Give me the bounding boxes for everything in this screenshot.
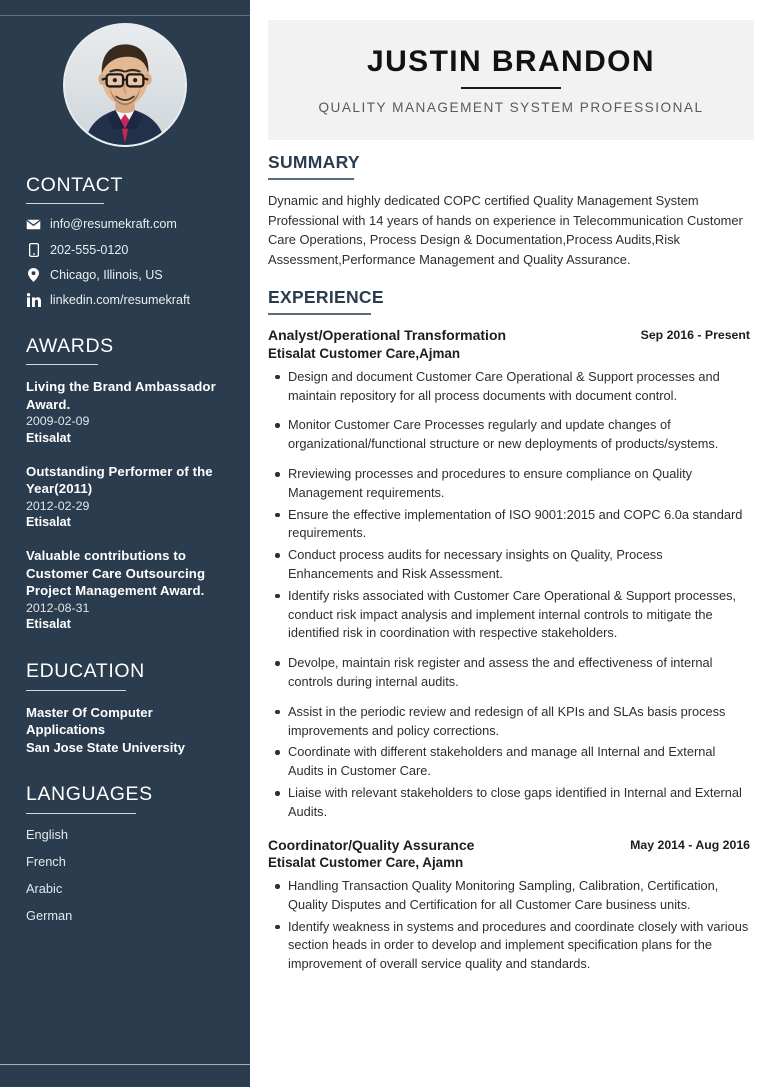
bullet-item: Liaise with relevant stakeholders to close gaps identified in Internal and External Audits. [268,784,750,822]
contact-list [26,217,224,307]
language-item: English [26,826,68,842]
award-item [26,378,224,447]
contact-phone-text: 202-555-0120 [50,242,129,257]
education-heading-rule [26,690,126,691]
bullet-item: Rreviewing processes and procedures to ensure compliance on Quality Management requirements. [268,465,750,503]
languages-heading-rule [26,813,136,814]
contact-email-text: info@resumekraft.com [50,217,177,232]
experience-section [268,287,750,974]
summary-section [268,152,750,269]
education-degree: Master Of Computer Applications [26,704,153,738]
header-banner [268,20,754,140]
bullet-item: Identify weakness in systems and procedures and coordinate closely with various section heads in order to develop and implement specification plans for the improvement of overall service quality and standards. [268,918,750,974]
location-pin-icon [26,268,41,282]
awards-heading-rule [26,364,98,365]
award-organization: Etisalat [26,515,71,530]
candidate-name: JUSTIN BRANDON [367,45,655,78]
contact-item-location[interactable] [26,268,224,283]
experience-heading: EXPERIENCE [268,287,384,308]
main-content [250,0,768,1087]
award-date: 2012-08-31 [26,600,90,615]
experience-item [268,326,750,821]
mobile-phone-icon [26,243,41,257]
contact-section [26,175,224,308]
profile-photo-illustration [65,25,185,145]
experience-heading-rule [268,313,371,315]
award-item [26,547,224,633]
avatar [63,23,187,147]
sidebar-top-divider [0,15,250,16]
sidebar [0,0,250,1087]
bullet-item: Identify risks associated with Customer Care Operational & Support processes, conduct risk impact analysis and implement internal controls to mitigate the identified risk in coordination with respective stakeholders. [268,587,750,643]
experience-header [268,326,750,362]
candidate-title: QUALITY MANAGEMENT SYSTEM PROFESSIONAL [318,100,704,115]
education-item [26,704,224,756]
languages-section [26,784,224,922]
bullet-item: Devolpe, maintain risk register and assess the and effectiveness of internal controls during internal audits. [268,654,750,692]
awards-section [26,336,224,634]
bullet-item: Assist in the periodic review and redesign of all KPIs and SLAs basis process improvements and policy corrections. [268,703,750,741]
experience-bullets [268,877,750,974]
bullet-item: Handling Transaction Quality Monitoring Sampling, Calibration, Certification, Quality Disputes and Certification for all Customer Care business units. [268,877,750,915]
bullet-item: Coordinate with different stakeholders and manage all Internal and External Audits in Customer Care. [268,743,750,781]
contact-linkedin-text: linkedin.com/resumekraft [50,292,190,307]
award-title: Living the Brand Ambassador Award. [26,379,216,412]
award-organization: Etisalat [26,617,71,632]
language-item: German [26,907,73,923]
envelope-icon [26,219,41,230]
education-school: San Jose State University [26,739,185,755]
education-section [26,661,224,756]
languages-heading: LANGUAGES [26,783,153,806]
experience-header [268,836,750,872]
award-item [26,463,224,532]
avatar-container [26,23,224,147]
experience-role: Coordinator/Quality Assurance [268,836,475,853]
summary-text: Dynamic and highly dedicated COPC certified Quality Management System Professional with 14 years of hands on experience in Telecommunication Customer Care Operations, Process Design & Documentation,Process Audits,Risk Assessment,Performance Management and Quality Assurance. [268,193,743,267]
bullet-item: Monitor Customer Care Processes regularly and update changes of organizational/functional structure or new deployments of products/systems. [268,416,750,454]
contact-heading-rule [26,203,104,204]
bullet-item: Design and document Customer Care Operational & Support processes and maintain repository for all process documents with document control. [268,368,750,406]
language-item: Arabic [26,880,63,896]
contact-location-text: Chicago, Illinois, US [50,267,163,282]
sidebar-bottom-divider [0,1064,250,1065]
award-organization: Etisalat [26,430,71,445]
award-title: Valuable contributions to Customer Care Outsourcing Project Management Award. [26,548,206,599]
summary-heading-rule [268,178,354,180]
experience-dates: Sep 2016 - Present [640,328,750,343]
experience-dates: May 2014 - Aug 2016 [630,837,750,852]
experience-company: Etisalat Customer Care, Ajamn [268,855,464,871]
experience-bullets [268,368,750,822]
contact-item-linkedin[interactable] [26,293,224,308]
education-heading: EDUCATION [26,660,145,683]
languages-list [26,827,224,923]
award-title: Outstanding Performer of the Year(2011) [26,463,213,497]
summary-heading: SUMMARY [268,152,360,172]
contact-item-phone[interactable] [26,243,224,258]
award-date: 2009-02-09 [26,414,90,429]
experience-role: Analyst/Operational Transformation [268,327,507,344]
bullet-item: Ensure the effective implementation of ISO 9001:2015 and COPC 6.0a standard requirements. [268,506,750,544]
contact-heading: CONTACT [26,174,123,196]
bullet-item: Conduct process audits for necessary insights on Quality, Process Enhancements and Risk Assessment. [268,546,750,584]
award-date: 2012-02-29 [26,498,90,513]
experience-item [268,836,750,974]
experience-company: Etisalat Customer Care,Ajman [268,346,460,362]
linkedin-icon [26,293,41,307]
language-item: French [26,853,66,869]
contact-item-email[interactable] [26,217,224,232]
name-underline [461,87,561,89]
awards-heading: AWARDS [26,334,114,357]
